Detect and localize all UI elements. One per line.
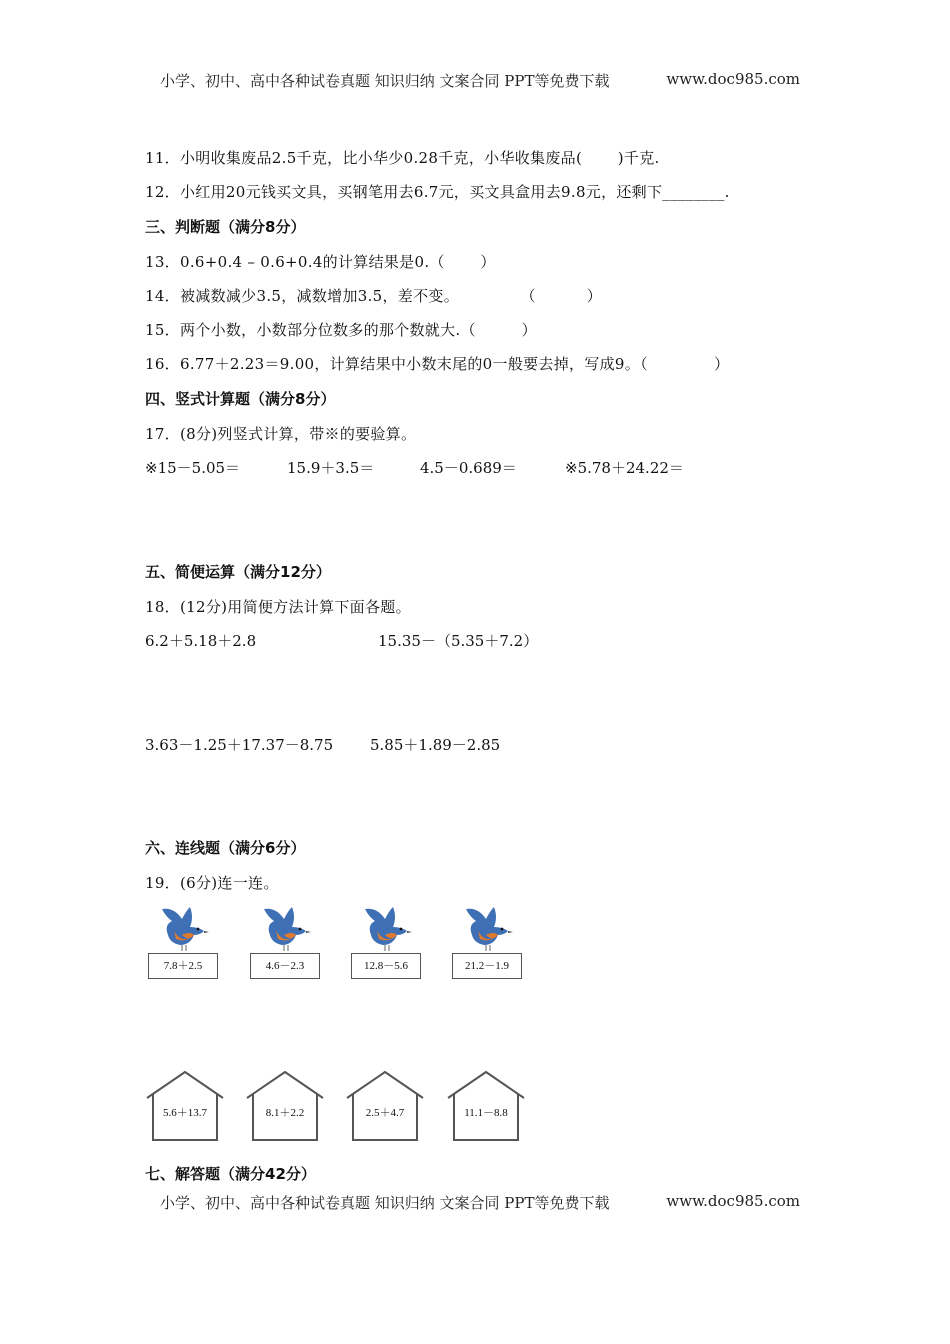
footer-url: www.doc985.com xyxy=(666,1192,800,1210)
header-url: www.doc985.com xyxy=(666,70,800,88)
bird-icon xyxy=(262,905,312,951)
q17-item-4: ※5.78＋24.22＝ xyxy=(565,459,684,477)
house-card xyxy=(145,1070,225,1142)
bird-expression: 4.6－2.3 xyxy=(250,953,320,979)
question-15: 15．两个小数，小数部分位数多的那个数就大.（ ） xyxy=(145,321,537,339)
question-18: 18．(12分)用简便方法计算下面各题。 xyxy=(145,598,411,616)
house-card xyxy=(345,1070,425,1142)
section-5-title: 五、简便运算（满分12分） xyxy=(145,563,331,581)
q17-item-1: ※15－5.05＝ xyxy=(145,459,241,477)
q18-item-4: 5.85＋1.89－2.85 xyxy=(370,736,501,754)
section-4-title: 四、竖式计算题（满分8分） xyxy=(145,390,336,408)
bird-icon xyxy=(363,905,413,951)
bird-expression: 21.2－1.9 xyxy=(452,953,522,979)
section-6-title: 六、连线题（满分6分） xyxy=(145,839,306,857)
question-16: 16．6.77＋2.23＝9.00，计算结果中小数末尾的0一般要去掉，写成9。（ ） xyxy=(145,355,730,373)
question-12: 12．小红用20元钱买文具，买钢笔用去6.7元，买文具盒用去9.8元，还剩下________. xyxy=(145,183,730,201)
question-14: 14．被减数减少3.5，减数增加3.5，差不变。 （ ） xyxy=(145,287,603,305)
page-footer xyxy=(160,1192,800,1213)
section-3-title: 三、判断题（满分8分） xyxy=(145,218,306,236)
question-19: 19．(6分)连一连。 xyxy=(145,874,279,892)
bird-icon xyxy=(464,905,514,951)
bird-expression: 12.8－5.6 xyxy=(351,953,421,979)
q18-item-2: 15.35－（5.35＋7.2） xyxy=(378,632,539,650)
house-expression: 11.1－8.8 xyxy=(464,1107,508,1119)
header-text: 小学、初中、高中各种试卷真题 知识归纳 文案合同 PPT等免费下载 xyxy=(160,72,610,90)
house-card xyxy=(446,1070,526,1142)
house-card xyxy=(245,1070,325,1142)
page-header xyxy=(160,70,800,91)
q17-item-2: 15.9＋3.5＝ xyxy=(287,459,375,477)
house-expression: 2.5＋4.7 xyxy=(365,1107,405,1119)
question-11: 11．小明收集废品2.5千克，比小华少0.28千克，小华收集废品( )千克. xyxy=(145,149,660,167)
question-17: 17．(8分)列竖式计算，带※的要验算。 xyxy=(145,425,417,443)
q17-item-3: 4.5－0.689＝ xyxy=(420,459,517,477)
q18-item-1: 6.2＋5.18＋2.8 xyxy=(145,632,257,650)
footer-text: 小学、初中、高中各种试卷真题 知识归纳 文案合同 PPT等免费下载 xyxy=(160,1194,610,1212)
house-expression: 5.6＋13.7 xyxy=(163,1107,207,1119)
bird-expression: 7.8＋2.5 xyxy=(148,953,218,979)
house-expression: 8.1＋2.2 xyxy=(265,1107,305,1119)
section-7-title: 七、解答题（满分42分） xyxy=(145,1165,316,1183)
q18-item-3: 3.63－1.25＋17.37－8.75 xyxy=(145,736,334,754)
bird-icon xyxy=(160,905,210,951)
question-13: 13．0.6+0.4 – 0.6+0.4的计算结果是0.（ ） xyxy=(145,253,496,271)
